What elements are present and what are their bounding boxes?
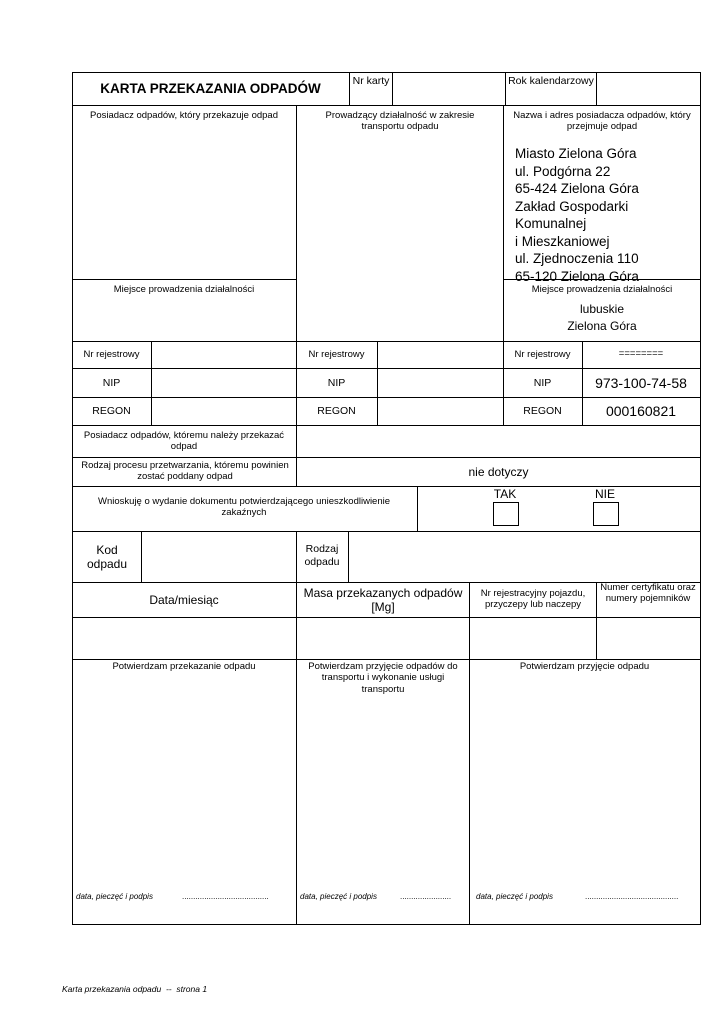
vehicle-label: Nr rejestracyjny pojazdu, przyczepy lub naczepy bbox=[480, 588, 586, 611]
request-label: Wnioskuję o wydanie dokumentu potwierdzającego unieszkodliwienie zakaźnych bbox=[97, 496, 391, 519]
handover-signature-label: data, pieczęć i podpis bbox=[76, 892, 153, 901]
holder-regon-label: REGON bbox=[92, 405, 131, 417]
handover-signature-dots: ....................................... bbox=[182, 892, 269, 901]
no-checkbox[interactable] bbox=[593, 502, 619, 526]
receiver-address-line: i Mieszkaniowej bbox=[515, 233, 610, 249]
holder-nip-label: NIP bbox=[102, 377, 121, 389]
waste-code-label: Kod odpadu bbox=[86, 543, 128, 572]
receipt-signature-label: data, pieczęć i podpis bbox=[476, 892, 553, 901]
waste-type-label: Rodzaj odpadu bbox=[304, 543, 340, 568]
yes-checkbox[interactable] bbox=[493, 502, 519, 526]
receiver-address bbox=[515, 145, 697, 285]
holder-reg-label: Nr rejestrowy bbox=[83, 349, 140, 360]
transport-regon-label: REGON bbox=[317, 405, 356, 417]
receiver-province: lubuskie bbox=[579, 302, 625, 316]
receipt-label: Potwierdzam przyjęcie odpadu bbox=[519, 661, 650, 672]
holder-place-label: Miejsce prowadzenia działalności bbox=[113, 284, 255, 295]
no-label: NIE bbox=[594, 487, 615, 501]
holder-to-label: Posiadacz odpadów, któremu należy przekazać odpad bbox=[83, 430, 285, 453]
process-label: Rodzaj procesu przetwarzania, któremu powinien zostać poddany odpad bbox=[81, 460, 289, 483]
receiver-place-label: Miejsce prowadzenia działalności bbox=[531, 284, 673, 295]
cert-label: Numer certyfikatu oraz numery pojemników bbox=[600, 582, 696, 605]
receiver-regon-label: REGON bbox=[523, 405, 562, 417]
receiver-address-line: 65-120 Zielona Góra bbox=[515, 268, 639, 284]
transport-signature-dots: ....................... bbox=[400, 892, 452, 901]
receiver-address-line: Zakład Gospodarki Komunalnej bbox=[515, 198, 629, 232]
receiver-regon-value: 000160821 bbox=[605, 403, 677, 419]
receiver-reg-label: Nr rejestrowy bbox=[514, 349, 571, 360]
receiver-nip-value: 973-100-74-58 bbox=[595, 375, 687, 391]
receiver-address-line: ul. Zjednoczenia 110 bbox=[515, 251, 639, 267]
receiver-address-line: ul. Podgórna 22 bbox=[515, 163, 611, 179]
transport-nip-label: NIP bbox=[327, 377, 346, 389]
mass-label: Masa przekazanych odpadów [Mg] bbox=[303, 586, 463, 615]
form-title: KARTA PRZEKAZANIA ODPADÓW bbox=[100, 81, 321, 96]
process-value: nie dotyczy bbox=[468, 465, 529, 479]
yes-label: TAK bbox=[493, 487, 517, 501]
card-number-label: Nr karty bbox=[352, 75, 390, 87]
transport-confirm-label: Potwierdzam przyjęcie odpadów do transportu i wykonanie usługi transportu bbox=[308, 661, 458, 695]
receiver-address-line: Miasto Zielona Góra bbox=[515, 146, 637, 161]
transport-signature-label: data, pieczęć i podpis bbox=[300, 892, 377, 901]
handover-label: Potwierdzam przekazanie odpadu bbox=[112, 661, 256, 672]
receiver-city: Zielona Góra bbox=[567, 319, 637, 333]
date-label: Data/miesiąc bbox=[149, 593, 219, 607]
receiver-label: Nazwa i adres posiadacza odpadów, który przejmuje odpad bbox=[513, 110, 691, 133]
receiver-nip-label: NIP bbox=[533, 377, 552, 389]
transport-reg-label: Nr rejestrowy bbox=[308, 349, 365, 360]
receipt-signature-dots: .......................................... bbox=[585, 892, 679, 901]
year-label: Rok kalendarzowy bbox=[508, 75, 594, 87]
holder-label: Posiadacz odpadów, który przekazuje odpad bbox=[89, 110, 278, 121]
card-number-field[interactable] bbox=[393, 73, 504, 104]
transport-label: Prowadzący działalność w zakresie transportu odpadu bbox=[325, 110, 475, 133]
year-field[interactable] bbox=[597, 73, 699, 104]
receiver-address-line: 65-424 Zielona Góra bbox=[515, 181, 639, 197]
page-footer: Karta przekazania odpadu -- strona 1 bbox=[62, 984, 208, 994]
receiver-reg-value: ======== bbox=[618, 348, 664, 359]
